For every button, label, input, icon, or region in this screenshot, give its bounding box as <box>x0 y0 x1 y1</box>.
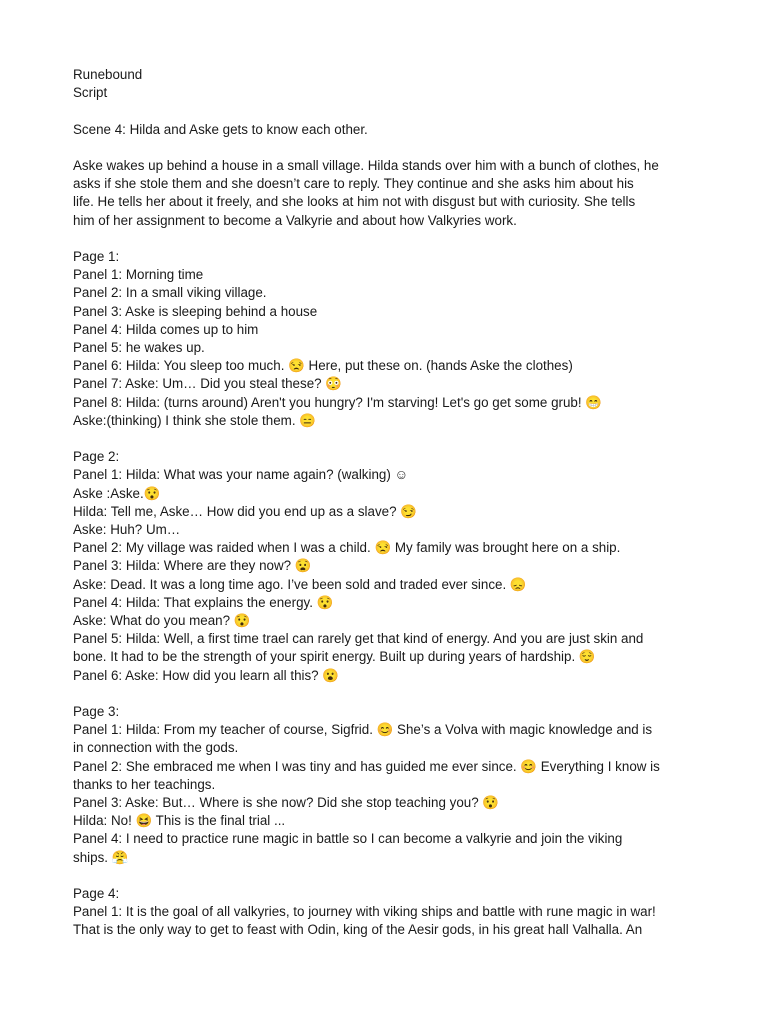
script-line: Aske: Dead. It was a long time ago. I’ve been sold and traded ever since. 😞 <box>73 576 527 592</box>
page-3-section <box>73 703 703 867</box>
spacer <box>73 102 703 120</box>
page-heading: Page 1: <box>73 248 120 264</box>
script-line: Panel 4: I need to practice rune magic in battle so I can become a valkyrie and join the viking <box>73 831 623 847</box>
script-line: Panel 1: Hilda: From my teacher of course, Sigfrid. 😊 She’s a Volva with magic knowledge and is <box>73 722 653 738</box>
script-line: Panel 1: Hilda: What was your name again? (walking) ☺ <box>73 467 409 483</box>
script-line: Panel 2: My village was raided when I was a child. 😒 My family was brought here on a ship. <box>73 540 621 556</box>
page-heading: Page 3: <box>73 704 120 720</box>
scene-summary <box>73 157 703 230</box>
script-line: Panel 4: Hilda: That explains the energy. 😯 <box>73 594 334 610</box>
script-line: Panel 3: Aske: But… Where is she now? Did she stop teaching you? 😯 <box>73 795 500 811</box>
document-title: Runebound <box>73 67 143 82</box>
spacer <box>73 685 703 703</box>
spacer <box>73 139 703 157</box>
document-subtitle: Script <box>73 85 108 101</box>
page-heading: Page 2: <box>73 449 120 465</box>
script-line: thanks to her teachings. <box>73 776 216 792</box>
summary-line: asks if she stole them and she doesn’t care to reply. They continue and she asks him about his <box>73 176 634 192</box>
page-2-section <box>73 448 703 685</box>
spacer <box>73 430 703 448</box>
script-line: Panel 4: Hilda comes up to him <box>73 321 259 337</box>
script-line: Aske :Aske.😯 <box>73 485 161 501</box>
script-line: Panel 6: Aske: How did you learn all this? 😮 <box>73 667 340 683</box>
summary-line: life. He tells her about it freely, and she looks at him not with disgust but with curiosity. She tells <box>73 194 636 210</box>
summary-line: him of her assignment to become a Valkyrie and about how Valkyries work. <box>73 212 517 228</box>
script-line: Panel 8: Hilda: (turns around) Aren't you hungry? I'm starving! Let's go get some grub! 😁 <box>73 394 602 410</box>
script-line: Hilda: Tell me, Aske… How did you end up as a slave? 😏 <box>73 503 417 519</box>
page-heading: Page 4: <box>73 886 120 902</box>
script-line: ships. 😤 <box>73 849 129 865</box>
page-1-section <box>73 248 703 430</box>
script-line: Panel 7: Aske: Um… Did you steal these? 😳 <box>73 376 342 392</box>
script-line: Panel 5: Hilda: Well, a first time trael can rarely get that kind of energy. And you are just skin and <box>73 631 644 647</box>
spacer <box>73 230 703 248</box>
script-line: Aske: Huh? Um… <box>73 522 181 538</box>
script-line: Panel 2: In a small viking village. <box>73 285 267 301</box>
script-line: Panel 2: She embraced me when I was tiny and has guided me ever since. 😊 Everything I know is <box>73 758 660 774</box>
script-line: bone. It had to be the strength of your spirit energy. Built up during years of hardship. 😌 <box>73 649 596 665</box>
script-document <box>73 66 703 940</box>
spacer <box>73 867 703 885</box>
script-line: Panel 5: he wakes up. <box>73 340 205 355</box>
script-line: Aske:(thinking) I think she stole them. 😑 <box>73 412 316 428</box>
script-line: in connection with the gods. <box>73 740 239 756</box>
page-4-section <box>73 885 703 940</box>
scene-heading: Scene 4: Hilda and Aske gets to know each other. <box>73 121 368 137</box>
summary-line: Aske wakes up behind a house in a small village. Hilda stands over him with a bunch of clothes, he <box>73 157 659 173</box>
script-line: That is the only way to get to feast with Odin, king of the Aesir gods, in his great hall Valhalla. An <box>73 922 643 938</box>
script-line: Panel 1: Morning time <box>73 267 204 283</box>
script-line: Panel 3: Hilda: Where are they now? 😧 <box>73 558 312 574</box>
script-line: Hilda: No! 😆 This is the final trial ... <box>73 813 286 829</box>
script-line: Panel 1: It is the goal of all valkyries, to journey with viking ships and battle with rune magic in war! <box>73 904 656 920</box>
script-line: Panel 3: Aske is sleeping behind a house <box>73 303 318 319</box>
script-line: Aske: What do you mean? 😯 <box>73 613 251 629</box>
script-line: Panel 6: Hilda: You sleep too much. 😒 Here, put these on. (hands Aske the clothes) <box>73 358 573 374</box>
